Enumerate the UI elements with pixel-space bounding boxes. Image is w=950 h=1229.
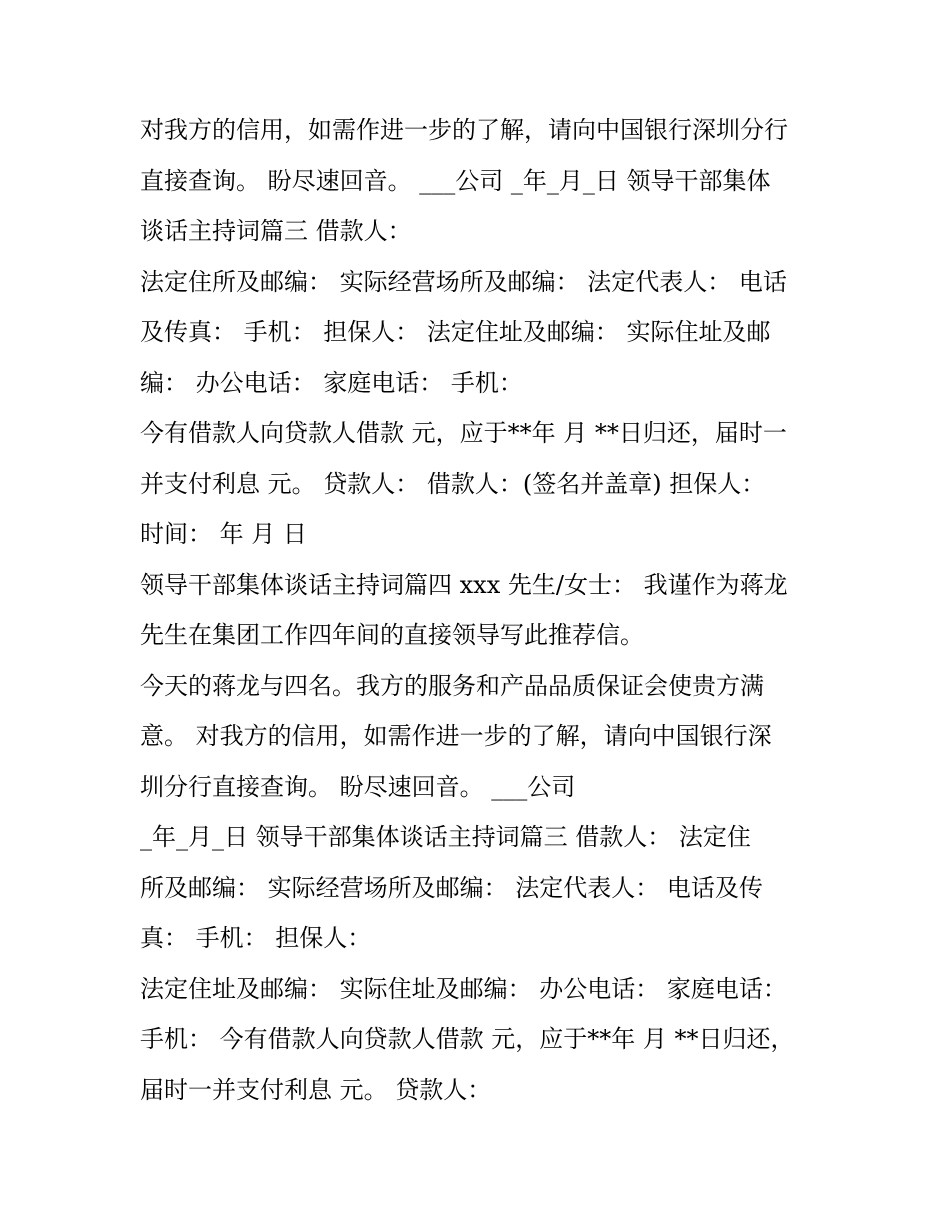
text-line: 手机： 今有借款人向贷款人借款 元，应于**年 月 **日归还， [140, 1025, 795, 1053]
text-line: 并支付利息 元。 贷款人： 借款人：(签名并盖章) 担保人： [140, 470, 766, 498]
text-line: 编： 办公电话： 家庭电话： 手机： [140, 369, 523, 397]
text-line: 今有借款人向贷款人借款 元，应于**年 月 **日归还，届时一 [140, 419, 787, 447]
text-line: 对我方的信用，如需作进一步的了解，请向中国银行深圳分行 [140, 116, 788, 144]
text-line: 真： 手机： 担保人： [140, 924, 372, 952]
text-line: 届时一并支付利息 元。 贷款人： [140, 1076, 492, 1104]
text-line: 及传真： 手机： 担保人： 法定住址及邮编： 实际住址及邮 [140, 318, 771, 346]
text-line: 今天的蒋龙与四名。我方的服务和产品品质保证会使贵方满 [140, 672, 764, 700]
text-line: 所及邮编： 实际经营场所及邮编： 法定代表人： 电话及传 [140, 874, 763, 902]
text-line: 领导干部集体谈话主持词篇四 xxx 先生/女士： 我谨作为蒋龙 [140, 571, 788, 599]
text-line: 意。 对我方的信用，如需作进一步的了解，请向中国银行深 [140, 722, 772, 750]
text-line: 谈话主持词篇三 借款人： [140, 217, 412, 245]
text-line: 先生在集团工作四年间的直接领导写此推荐信。 [140, 621, 644, 649]
text-line: 圳分行直接查询。 盼尽速回音。 ___公司 [140, 773, 576, 801]
text-line: 时间： 年 月 日 [140, 520, 307, 548]
text-line: 直接查询。 盼尽速回音。 ___公司 _年_月_日 领导干部集体 [140, 167, 771, 195]
text-line: 法定住址及邮编： 实际住址及邮编： 办公电话： 家庭电话： [140, 975, 787, 1003]
text-line: 法定住所及邮编： 实际经营场所及邮编： 法定代表人： 电话 [140, 268, 787, 296]
text-line: _年_月_日 领导干部集体谈话主持词篇三 借款人： 法定住 [140, 823, 751, 851]
